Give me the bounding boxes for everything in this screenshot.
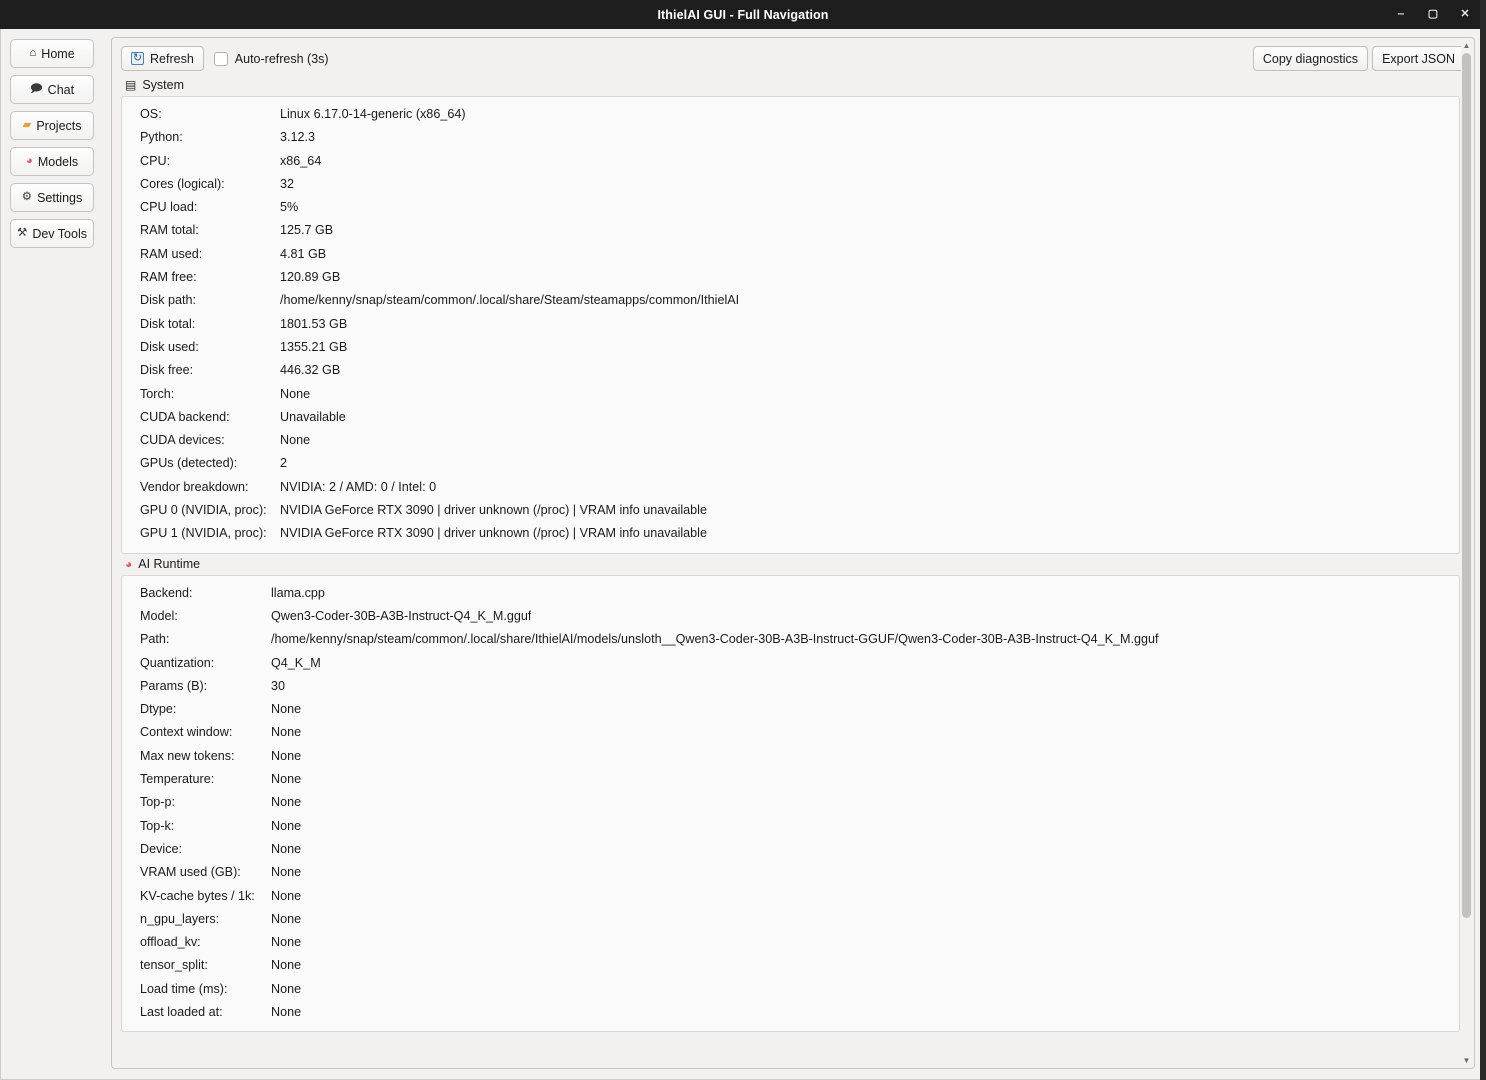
row-value: /home/kenny/snap/steam/common/.local/share/IthielAI/models/unsloth__Qwen3-Coder-30B-A3B-Instruct-GGUF/Qwen3-Coder-30B-A3B-Instruct-Q4_K_M.gguf bbox=[271, 632, 1159, 647]
sidebar-item-home[interactable] bbox=[10, 39, 94, 68]
row-value: NVIDIA GeForce RTX 3090 | driver unknown (/proc) | VRAM info unavailable bbox=[280, 503, 707, 518]
row-value: 4.81 GB bbox=[280, 246, 327, 261]
row-key: Dtype: bbox=[140, 702, 177, 717]
row-value: 2 bbox=[280, 456, 288, 471]
info-row bbox=[122, 1001, 1459, 1024]
info-row bbox=[122, 652, 1459, 675]
info-row bbox=[122, 196, 1459, 219]
row-value: 120.89 GB bbox=[280, 270, 341, 285]
toolbar-right-group bbox=[1253, 46, 1465, 71]
sidebar bbox=[1, 29, 103, 1079]
info-row bbox=[122, 745, 1459, 768]
system-section-title: System bbox=[142, 78, 185, 92]
row-key: Load time (ms): bbox=[140, 981, 228, 996]
row-key: Disk free: bbox=[140, 363, 194, 378]
info-row bbox=[122, 429, 1459, 452]
sidebar-item-label: Projects bbox=[36, 118, 82, 133]
row-key: GPU 1 (NVIDIA, proc): bbox=[140, 526, 267, 541]
row-value: 5% bbox=[280, 200, 299, 215]
row-key: Context window: bbox=[140, 725, 233, 740]
row-key: RAM used: bbox=[140, 246, 203, 261]
row-key: Params (B): bbox=[140, 678, 208, 693]
row-key: Disk used: bbox=[140, 339, 199, 354]
info-row bbox=[122, 452, 1459, 475]
row-value: None bbox=[271, 888, 302, 903]
row-key: Python: bbox=[140, 130, 183, 145]
info-row bbox=[122, 628, 1459, 651]
sidebar-item-label: Chat bbox=[47, 82, 75, 97]
row-value: Unavailable bbox=[280, 409, 346, 424]
row-value: None bbox=[280, 386, 311, 401]
sidebar-item-label: Settings bbox=[37, 190, 83, 205]
folder-icon: ▰ bbox=[22, 118, 32, 131]
row-key: n_gpu_layers: bbox=[140, 911, 220, 926]
row-value: NVIDIA: 2 / AMD: 0 / Intel: 0 bbox=[280, 479, 437, 494]
device-icon: ▤ bbox=[125, 78, 137, 92]
row-key: GPU 0 (NVIDIA, proc): bbox=[140, 503, 267, 518]
row-value: 3.12.3 bbox=[280, 130, 316, 145]
sidebar-item-label: Models bbox=[37, 154, 79, 169]
sidebar-item-chat[interactable] bbox=[10, 75, 94, 104]
row-value: None bbox=[271, 818, 302, 833]
window-title: IthielAI GUI - Full Navigation bbox=[657, 7, 829, 22]
runtime-section-header bbox=[121, 554, 1460, 575]
runtime-info-card bbox=[121, 575, 1460, 1033]
refresh-button[interactable] bbox=[121, 46, 204, 71]
row-value: Q4_K_M bbox=[271, 655, 321, 670]
row-key: Cores (logical): bbox=[140, 176, 225, 191]
row-key: OS: bbox=[140, 107, 162, 121]
row-value: None bbox=[271, 841, 302, 856]
row-value: 1801.53 GB bbox=[280, 316, 348, 331]
title-bar bbox=[0, 0, 1486, 29]
row-key: tensor_split: bbox=[140, 958, 208, 973]
scroll-up-arrow[interactable]: ▲ bbox=[1462, 41, 1471, 50]
info-row bbox=[122, 931, 1459, 954]
export-json-button[interactable]: Export JSON bbox=[1372, 46, 1465, 71]
row-key: Vendor breakdown: bbox=[140, 479, 249, 494]
info-row bbox=[122, 219, 1459, 242]
runtime-section-title: AI Runtime bbox=[138, 556, 201, 571]
info-row bbox=[122, 313, 1459, 336]
row-value: None bbox=[271, 911, 302, 926]
info-row bbox=[122, 499, 1459, 522]
window-body bbox=[0, 29, 1486, 1080]
row-value: None bbox=[271, 935, 302, 950]
row-value: None bbox=[271, 795, 302, 810]
diagnostics-scroll-area[interactable] bbox=[112, 75, 1474, 1068]
diagnostics-panel bbox=[111, 37, 1475, 1069]
info-row bbox=[122, 383, 1459, 406]
row-value: None bbox=[271, 725, 302, 740]
brain-icon: ◕ bbox=[25, 154, 33, 167]
system-section-header bbox=[121, 75, 1460, 96]
info-row bbox=[122, 266, 1459, 289]
row-key: Last loaded at: bbox=[140, 1004, 223, 1019]
info-row bbox=[122, 103, 1459, 126]
info-row bbox=[122, 815, 1459, 838]
info-row bbox=[122, 336, 1459, 359]
row-value: Qwen3-Coder-30B-A3B-Instruct-Q4_K_M.gguf bbox=[271, 608, 532, 623]
info-row bbox=[122, 522, 1459, 545]
row-key: RAM total: bbox=[140, 223, 199, 238]
auto-refresh-checkbox[interactable] bbox=[214, 52, 329, 66]
row-value: 30 bbox=[271, 678, 286, 693]
checkbox-box[interactable] bbox=[214, 52, 228, 66]
row-key: Torch: bbox=[140, 386, 175, 401]
close-button[interactable]: ✕ bbox=[1460, 8, 1470, 20]
info-row bbox=[122, 582, 1459, 605]
row-key: CUDA devices: bbox=[140, 433, 225, 448]
row-key: CPU load: bbox=[140, 200, 198, 215]
row-value: llama.cpp bbox=[271, 585, 325, 600]
row-value: 125.7 GB bbox=[280, 223, 334, 238]
maximize-button[interactable]: ▢ bbox=[1427, 8, 1439, 20]
row-value: None bbox=[271, 702, 302, 717]
row-value: None bbox=[271, 748, 302, 763]
info-row bbox=[122, 406, 1459, 429]
sidebar-item-label: Dev Tools bbox=[32, 226, 87, 241]
row-value: 446.32 GB bbox=[280, 363, 341, 378]
row-value: 1355.21 GB bbox=[280, 339, 348, 354]
row-value: NVIDIA GeForce RTX 3090 | driver unknown (/proc) | VRAM info unavailable bbox=[280, 526, 707, 541]
chat-bubble-icon: 🗩 bbox=[29, 82, 43, 95]
row-value: /home/kenny/snap/steam/common/.local/share/Steam/steamapps/common/IthielAI bbox=[280, 293, 740, 308]
minimize-button[interactable]: ‒ bbox=[1397, 8, 1405, 20]
row-value: Linux 6.17.0-14-generic (x86_64) bbox=[280, 107, 466, 121]
info-row bbox=[122, 861, 1459, 884]
row-key: KV-cache bytes / 1k: bbox=[140, 888, 255, 903]
info-row bbox=[122, 126, 1459, 149]
main-content bbox=[103, 29, 1485, 1079]
info-row bbox=[122, 885, 1459, 908]
info-row bbox=[122, 289, 1459, 312]
copy-diagnostics-button[interactable]: Copy diagnostics bbox=[1253, 46, 1368, 71]
row-key: RAM free: bbox=[140, 270, 197, 285]
home-icon: ⌂ bbox=[29, 46, 37, 59]
info-row bbox=[122, 150, 1459, 173]
row-key: CPU: bbox=[140, 153, 171, 168]
refresh-label: Refresh bbox=[150, 51, 194, 66]
info-row bbox=[122, 698, 1459, 721]
row-key: Disk path: bbox=[140, 293, 196, 308]
sidebar-item-dev-tools[interactable] bbox=[10, 219, 94, 248]
row-key: Disk total: bbox=[140, 316, 196, 331]
info-row bbox=[122, 791, 1459, 814]
row-key: Path: bbox=[140, 632, 170, 647]
system-info-card bbox=[121, 96, 1460, 554]
sidebar-item-label: Home bbox=[41, 46, 75, 61]
info-row bbox=[122, 359, 1459, 382]
row-value: 32 bbox=[280, 176, 295, 191]
info-row bbox=[122, 978, 1459, 1001]
row-key: Model: bbox=[140, 608, 178, 623]
row-key: CUDA backend: bbox=[140, 409, 230, 424]
panel-toolbar bbox=[112, 38, 1474, 75]
row-value: None bbox=[271, 958, 302, 973]
sidebar-item-projects[interactable] bbox=[10, 111, 94, 140]
row-value: None bbox=[271, 865, 302, 880]
refresh-icon bbox=[131, 52, 144, 65]
info-row bbox=[122, 173, 1459, 196]
row-key: Quantization: bbox=[140, 655, 215, 670]
row-key: Top-k: bbox=[140, 818, 175, 833]
gear-icon: ⚙ bbox=[21, 190, 33, 203]
row-key: Top-p: bbox=[140, 795, 176, 810]
row-value: None bbox=[271, 772, 302, 787]
row-key: Max new tokens: bbox=[140, 748, 235, 763]
desktop-edge-strip bbox=[1480, 0, 1486, 1080]
row-value: None bbox=[271, 1004, 302, 1019]
row-value: None bbox=[280, 433, 311, 448]
info-row bbox=[122, 721, 1459, 744]
tools-icon: ⚒ bbox=[17, 226, 28, 239]
window-controls bbox=[1386, 0, 1480, 29]
row-key: Device: bbox=[140, 841, 182, 856]
row-key: GPUs (detected): bbox=[140, 456, 238, 471]
sidebar-item-settings[interactable] bbox=[10, 183, 94, 212]
brain-icon: ◕ bbox=[125, 556, 133, 571]
row-key: Backend: bbox=[140, 585, 193, 600]
row-value: x86_64 bbox=[280, 153, 322, 168]
scrollbar-thumb[interactable] bbox=[1462, 53, 1471, 918]
sidebar-item-models[interactable] bbox=[10, 147, 94, 176]
info-row bbox=[122, 476, 1459, 499]
info-row bbox=[122, 675, 1459, 698]
row-key: Temperature: bbox=[140, 772, 215, 787]
row-key: VRAM used (GB): bbox=[140, 865, 241, 880]
info-row bbox=[122, 908, 1459, 931]
info-row bbox=[122, 838, 1459, 861]
info-row bbox=[122, 605, 1459, 628]
row-value: None bbox=[271, 981, 302, 996]
info-row bbox=[122, 954, 1459, 977]
row-key: offload_kv: bbox=[140, 935, 201, 950]
scroll-down-arrow[interactable]: ▼ bbox=[1462, 1056, 1471, 1065]
auto-refresh-label: Auto-refresh (3s) bbox=[234, 51, 329, 66]
vertical-scrollbar[interactable] bbox=[1461, 40, 1472, 1066]
info-row bbox=[122, 243, 1459, 266]
info-row bbox=[122, 768, 1459, 791]
